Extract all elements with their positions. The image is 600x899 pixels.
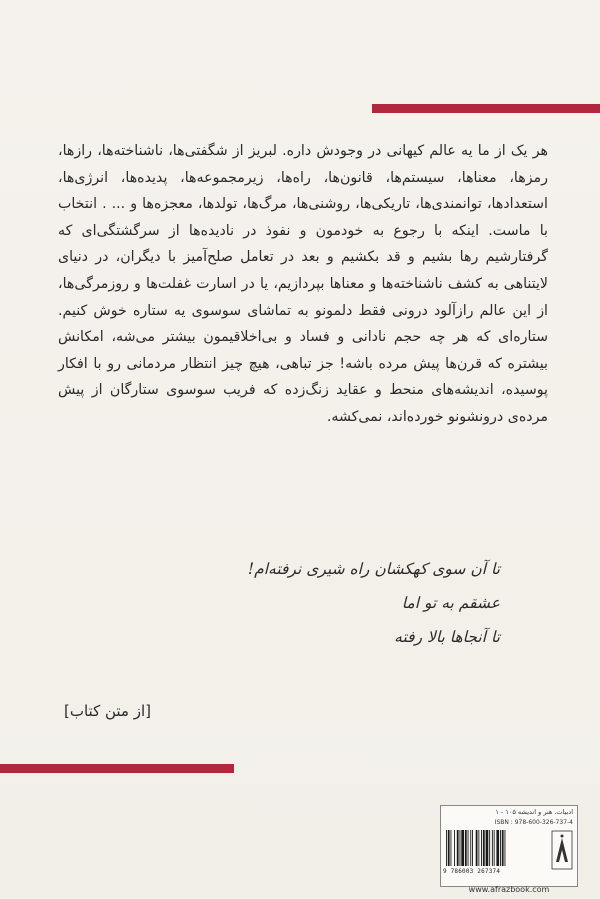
poem [60,552,500,654]
poem-line-2: عشقم به تو اما [401,594,500,612]
barcode-bars [445,830,545,866]
source-note: [از متن کتاب] [64,702,151,720]
poem-line-1: تا آن سوی کهکشان راه شیری نرفته‌ام! [247,560,500,578]
book-category: ادبیات. هنر و اندیشه ۱۰۵ - ۱ [495,808,573,816]
blurb-text: هر یک از ما یه عالم کیهانی در وجودش داره. لبریز از شگفتی‌ها، ناشناخته‌ها، رازها، رمزها، معناها، سیستم‌ها، قانون‌ها، راه‌ها، زیرمجموعه‌ها، پدیده‌ها، انرژی‌ها، استعدادها، توانمندی‌ها، تاریکی‌ها، روشنی‌ها، مرگ‌ها، تولدها، معجزه‌ها و ... . انتخاب با ماست. اینکه با رجوع به خودمون و نفوذ در نادیده‌ها از سرگشتگی‌ای که گرفتارشیم رها بشیم و قد بکشیم و بعد در تعامل صلح‌آمیز با دیگران، در دنیای لایتناهی به کشف ناشناخته‌ها و معناها بپردازیم، یا در اسارت غفلت‌ها و روزمرگی‌ها، از این عالم رازآلود درونی فقط دلمونو به تماشای سوسوی یه ستاره خوش کنیم. ستاره‌ای که هر چه حجم نادانی و فساد و بی‌اخلاقیمون بیشتر می‌شه، امکانش بیشتره که قرن‌ها پیش مرده باشه! جز تباهی، هیچ چیز انتظار مردمانی رو با افکار پوسیده، اندیشه‌های منحط و عقاید زنگ‌زده که فریب سوسوی ستارگان از پیش مرده‌ی درونشونو خورده‌اند، نمی‌کشه. [58,143,548,425]
accent-bar-bottom [0,764,234,773]
barcode-digits: 9 786003 267374 [443,868,501,875]
publisher-website: www.afrazbook.com [468,885,550,894]
isbn-text: ISBN : 978-600-326-737-4 [494,819,573,826]
barcode-box [440,805,578,887]
poem-line-3: تا آنجاها بالا رفته [394,628,500,646]
accent-bar-top [372,104,600,113]
afraz-publisher-logo-icon [551,830,573,870]
